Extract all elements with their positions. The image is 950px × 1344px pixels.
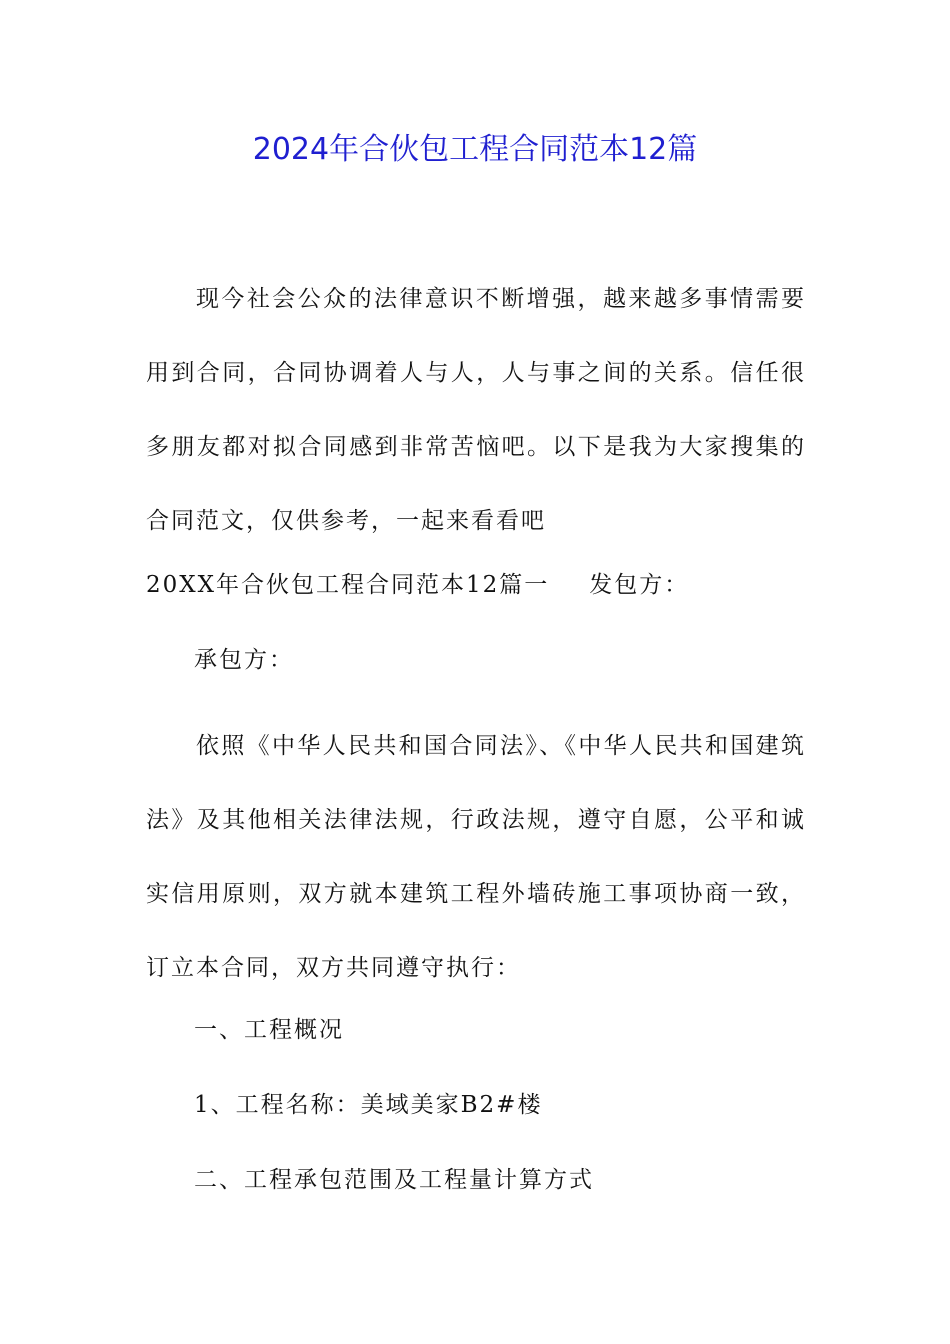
- section-heading: 20XX年合伙包工程合同范本12篇一: [146, 572, 550, 598]
- clause-1-item-1: 1、工程名称：美域美家B2#楼: [194, 1092, 543, 1118]
- section-heading-line: [146, 565, 806, 605]
- intro-paragraph: 现今社会公众的法律意识不断增强，越来越多事情需要用到合同，合同协调着人与人，人与事之间的关系。信任很多朋友都对拟合同感到非常苦恼吧。以下是我为大家搜集的合同范文，仅供参考，一起来看看吧: [146, 286, 806, 534]
- legal-basis-paragraph: 依照《中华人民共和国合同法》、《中华人民共和国建筑法》及其他相关法律法规，行政法规，遵守自愿，公平和诚实信用原则，双方就本建筑工程外墙砖施工事项协商一致，订立本合同，双方共同遵守执行：: [146, 733, 806, 981]
- party-a-label: 发包方：: [589, 572, 690, 598]
- clause-2-heading: 二、工程承包范围及工程量计算方式: [194, 1167, 594, 1193]
- clause-1-heading: 一、工程概况: [194, 1017, 344, 1043]
- party-b-label: 承包方：: [194, 647, 294, 673]
- document-title: 2024年合伙包工程合同范本12篇: [252, 132, 698, 167]
